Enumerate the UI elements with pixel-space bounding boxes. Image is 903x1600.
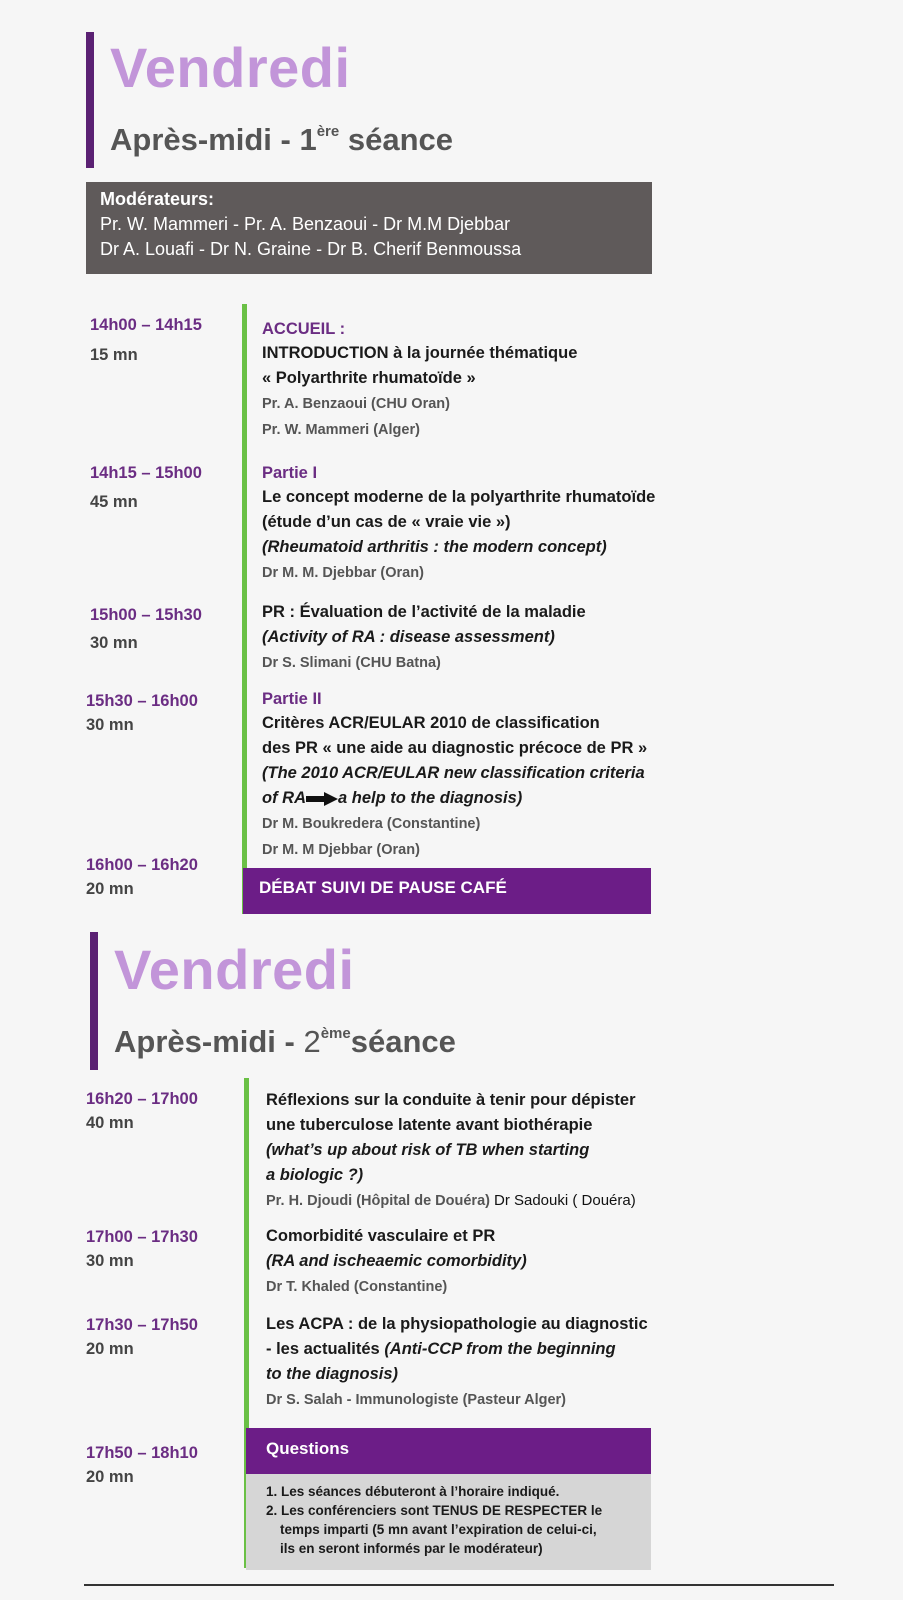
item-speaker: Pr. A. Benzaoui (CHU Oran) [262,396,450,412]
program-item [262,600,742,676]
item-english-title [262,786,742,811]
item-english-title-part: of RA [262,789,306,807]
session-title-suffix: séance [347,122,454,157]
moderators-line: Pr. W. Mammeri - Pr. A. Benzaoui - Dr M.M Djebbar [100,214,511,234]
item-title: Le concept moderne de la polyarthrite rhumatoïde [262,488,656,506]
slot-time: 16h00 – 16h20 [86,856,198,874]
slot-time: 15h00 – 15h30 [90,606,202,624]
note-line: ils en seront informés par le modérateur) [280,1541,543,1556]
item-title: PR : Évaluation de l’activité de la maladie [262,603,586,621]
slot-time: 17h00 – 17h30 [86,1228,198,1246]
section-accent-bar [86,32,94,168]
right-arrow-icon [306,792,338,806]
session-title [110,124,453,155]
item-title: Comorbidité vasculaire et PR [266,1227,496,1245]
item-title: des PR « une aide au diagnostic précoce de PR » [262,739,648,757]
slot-time: 17h30 – 17h50 [86,1316,198,1334]
item-label: ACCUEIL : [262,320,346,338]
day-title: Vendredi [110,36,351,99]
item-speaker: Dr S. Slimani (CHU Batna) [262,655,441,671]
program-item [262,688,742,863]
item-speaker: Dr M. Boukredera (Constantine) [262,816,481,832]
slot-time: 14h00 – 14h15 [90,316,202,334]
item-english-title: (The 2010 ACR/EULAR new classification criteria [262,764,645,782]
session-title-sup: ème [320,1025,351,1042]
notes-box [246,1474,651,1570]
item-title [266,1337,746,1362]
item-title: Réflexions sur la conduite à tenir pour dépister [266,1091,636,1109]
session-title-prefix: Après-midi - [114,1024,304,1059]
item-title: (étude d’un cas de « vraie vie ») [262,513,511,531]
item-english-title: (RA and ischeaemic comorbidity) [266,1252,527,1270]
item-english-title: (Rheumatoid arthritis : the modern concept) [262,538,607,556]
item-speaker: Dr T. Khaled (Constantine) [266,1279,448,1295]
banner-label: Questions [266,1439,350,1458]
note-line: temps imparti (5 mn avant l’expiration de celui-ci, [280,1522,597,1537]
program-item [262,318,742,443]
slot-time: 16h20 – 17h00 [86,1090,198,1108]
item-label: Partie II [262,690,322,708]
slot-duration: 20 mn [86,1340,134,1358]
item-english-title: a biologic ?) [266,1166,364,1184]
item-speaker-name: Pr. H. Djoudi (Hôpital de Douéra) [266,1193,490,1209]
item-title: une tuberculose latente avant biothérapie [266,1116,593,1134]
moderators-title: Modérateurs: [100,189,215,209]
item-title: INTRODUCTION à la journée thématique [262,344,578,362]
section-accent-bar [90,932,98,1070]
session-title-number: 2 [303,1024,321,1059]
item-label: Partie I [262,464,318,482]
slot-time: 14h15 – 15h00 [90,464,202,482]
item-english-title: (Anti-CCP from the beginning [384,1340,616,1358]
item-title: Les ACPA : de la physiopathologie au diagnostic [266,1315,648,1333]
footer-divider [84,1584,834,1586]
item-title: Critères ACR/EULAR 2010 de classification [262,714,600,732]
item-english-title: to the diagnosis) [266,1365,398,1383]
slot-duration: 30 mn [86,1252,134,1270]
item-english-title-part: a help to the diagnosis) [338,789,523,807]
program-item [266,1224,746,1300]
slot-duration: 30 mn [90,634,138,652]
note-line: 1. Les séances débuteront à l’horaire indiqué. [266,1484,560,1499]
session-title [114,1026,456,1057]
slot-duration: 20 mn [86,1468,134,1486]
note-line: 2. Les conférenciers sont TENUS DE RESPECTER le [266,1503,603,1518]
slot-duration: 20 mn [86,880,134,898]
item-speaker: Dr M. M Djebbar (Oran) [262,842,420,858]
slot-duration: 45 mn [90,493,138,511]
day-title: Vendredi [114,938,355,1001]
banner-label: DÉBAT SUIVI DE PAUSE CAFÉ [259,878,507,897]
questions-banner [246,1428,651,1474]
item-title-part: - les actualités [266,1340,385,1358]
timeline-line [242,304,247,914]
coffee-break-banner [243,868,651,914]
slot-time: 15h30 – 16h00 [86,692,198,710]
moderators-line: Dr A. Louafi - Dr N. Graine - Dr B. Cherif Benmoussa [100,239,522,259]
slot-duration: 30 mn [86,716,134,734]
program-item [262,462,742,586]
session-title-prefix: Après-midi - 1 [110,122,317,157]
item-speaker: Dr S. Salah - Immunologiste (Pasteur Alger) [266,1392,566,1408]
moderators-box [86,182,652,274]
item-speaker-extra: Dr Sadouki ( Douéra) [494,1192,636,1209]
session-title-suffix: séance [350,1024,456,1059]
slot-duration: 40 mn [86,1114,134,1132]
item-speaker: Pr. W. Mammeri (Alger) [262,422,420,438]
item-english-title: (Activity of RA : disease assessment) [262,628,555,646]
program-item [266,1312,746,1413]
slot-time: 17h50 – 18h10 [86,1444,198,1462]
item-title: « Polyarthrite rhumatoïde » [262,369,476,387]
item-english-title: (what’s up about risk of TB when starting [266,1141,590,1159]
item-speaker [266,1188,746,1214]
item-speaker: Dr M. M. Djebbar (Oran) [262,565,424,581]
program-item [266,1088,746,1214]
slot-duration: 15 mn [90,346,138,364]
session-title-sup: ère [316,123,340,140]
